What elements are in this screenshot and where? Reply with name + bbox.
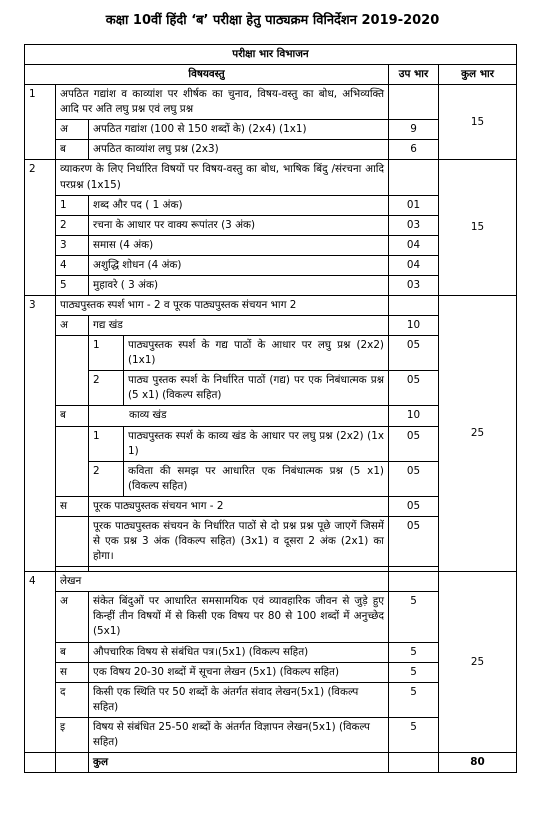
item-marks: 5 — [389, 592, 439, 642]
header-row-section — [25, 45, 517, 65]
section-4-row — [25, 572, 517, 592]
item-text: किसी एक स्थिति पर 50 शब्दों के अंतर्गत संवाद लेखन(5x1) (विकल्प सहित) — [89, 682, 389, 717]
item-marks: 05 — [389, 336, 439, 371]
section-3-row — [25, 296, 517, 316]
item-number: 1 — [89, 427, 124, 461]
section-text: पाठ्यपुस्तक स्पर्श भाग - 2 व पूरक पाठ्यपुस्तक संचयन भाग 2 — [56, 296, 389, 316]
item-text: एक विषय 20-30 शब्दों में सूचना लेखन (5x1) (विकल्प सहित) — [89, 662, 389, 682]
column-total-weight: कुल भार — [439, 65, 517, 85]
section-number: 3 — [25, 296, 56, 572]
item-number: 5 — [56, 275, 89, 295]
item-letter: इ — [56, 717, 89, 752]
empty-cell — [389, 85, 439, 120]
item-text: रचना के आधार पर वाक्य रूपांतर (3 अंक) — [89, 215, 389, 235]
empty-cell — [56, 336, 89, 406]
item-marks: 04 — [389, 235, 439, 255]
section-number: 2 — [25, 160, 56, 296]
empty-cell — [389, 752, 439, 772]
item-marks: 04 — [389, 255, 439, 275]
section-number: 1 — [25, 85, 56, 160]
item-text: काव्य खंड — [89, 406, 389, 426]
item-marks: 5 — [389, 717, 439, 752]
item-marks: 10 — [389, 406, 439, 426]
item-marks: 6 — [389, 140, 439, 160]
item-letter: द — [56, 682, 89, 717]
item-text: विषय से संबंधित 25-50 शब्दों के अंतर्गत विज्ञापन लेखन(5x1) (विकल्प सहित) — [89, 717, 389, 752]
nested-item — [89, 461, 389, 496]
item-marks: 9 — [389, 120, 439, 140]
item-text: अशुद्धि शोधन (4 अंक) — [89, 255, 389, 275]
section-2-row — [25, 160, 517, 195]
empty-cell — [56, 426, 89, 496]
item-text: पाठ्य पुस्तक स्पर्श के निर्धारित पाठों (गद्य) पर एक निबंधात्मक प्रश्न (5 x1) (विकल्प सहित) — [128, 374, 384, 402]
item-marks: 03 — [389, 275, 439, 295]
empty-cell — [389, 160, 439, 195]
item-text: औपचारिक विषय से संबंधित पत्र।(5x1) (विकल्प सहित) — [89, 642, 389, 662]
item-number: 3 — [56, 235, 89, 255]
syllabus-table — [24, 44, 517, 773]
item-number: 2 — [89, 462, 124, 496]
total-row — [25, 752, 517, 772]
item-letter: अ — [56, 316, 89, 336]
item-marks: 05 — [389, 516, 439, 566]
item-letter: स — [56, 662, 89, 682]
section-total: 15 — [439, 160, 517, 296]
nested-item — [89, 426, 389, 461]
item-text: संकेत बिंदुओं पर आधारित समसामयिक एवं व्यावहारिक जीवन से जुड़े हुए किन्हीं तीन विषयों में से किसी एक विषय पर 80 से 100 शब्दों में अनुच्छेद (5x1) — [89, 592, 389, 642]
item-number: 2 — [89, 371, 124, 405]
item-text: पाठ्यपुस्तक स्पर्श के काव्य खंड के आधार पर लघु प्रश्न (2x2) (1x 1) — [128, 429, 384, 457]
item-text: पाठ्यपुस्तक स्पर्श के गद्य पाठों के आधार पर लघु प्रश्न (2x2) (1x1) — [128, 339, 384, 367]
section-number: 4 — [25, 572, 56, 753]
item-number: 1 — [56, 195, 89, 215]
item-text: शब्द और पद ( 1 अंक) — [89, 195, 389, 215]
item-text: अपठित काव्यांश लघु प्रश्न (2x3) — [89, 140, 389, 160]
section-text: व्याकरण के लिए निर्धारित विषयों पर विषय-वस्तु का बोध, भाषिक बिंदु /संरचना आदि परप्रश्न (1x15) — [56, 160, 389, 195]
item-number: 1 — [89, 336, 124, 370]
section-total: 25 — [439, 296, 517, 572]
item-letter: स — [56, 496, 89, 516]
total-label: कुल — [89, 752, 389, 772]
nested-item — [89, 336, 389, 371]
empty-cell — [25, 752, 56, 772]
section-heading: परीक्षा भार विभाजन — [25, 45, 517, 65]
item-letter: ब — [56, 140, 89, 160]
item-marks: 03 — [389, 215, 439, 235]
section-text: अपठित गद्यांश व काव्यांश पर शीर्षक का चुनाव, विषय-वस्तु का बोध, अभिव्यक्ति आदि पर अति लघु प्रश्न एवं लघु प्रश्न — [56, 85, 389, 120]
item-text: गद्य खंड — [89, 316, 389, 336]
header-row-columns — [25, 65, 517, 85]
item-marks: 05 — [389, 461, 439, 496]
nested-item — [89, 371, 389, 406]
item-marks: 01 — [389, 195, 439, 215]
empty-cell — [56, 516, 89, 566]
column-sub-weight: उप भार — [389, 65, 439, 85]
item-number: 4 — [56, 255, 89, 275]
item-text: समास (4 अंक) — [89, 235, 389, 255]
item-marks: 05 — [389, 496, 439, 516]
empty-cell — [56, 752, 89, 772]
item-marks: 5 — [389, 662, 439, 682]
item-marks: 5 — [389, 682, 439, 717]
item-number: 2 — [56, 215, 89, 235]
item-letter: अ — [56, 120, 89, 140]
item-marks: 05 — [389, 371, 439, 406]
item-text: अपठित गद्यांश (100 से 150 शब्दों के) (2x4) (1x1) — [89, 120, 389, 140]
section-total: 25 — [439, 572, 517, 753]
item-marks: 5 — [389, 642, 439, 662]
item-letter: ब — [56, 406, 89, 426]
item-text: पूरक पाठ्यपुस्तक संचयन के निर्धारित पाठों से दो प्रश्न प्रश्न पूछे जाएगें जिसमें से एक प्रश्न 3 अंक (विकल्प सहित) (3x1) व दूसरा 2 अंक (2x1) का होगा। — [89, 516, 389, 566]
page-title: कक्षा 10वीं हिंदी ‘ब’ परीक्षा हेतु पाठ्यक्रम विनिर्देशन 2019-2020 — [105, 13, 440, 28]
item-text: कविता की समझ पर आधारित एक निबंधात्मक प्रश्न (5 x1) (विकल्प सहित) — [128, 464, 384, 492]
section-total: 15 — [439, 85, 517, 160]
item-letter: अ — [56, 592, 89, 642]
empty-cell — [389, 296, 439, 316]
item-marks: 10 — [389, 316, 439, 336]
column-subject: विषयवस्तु — [25, 65, 389, 85]
section-text: लेखन — [56, 572, 389, 592]
item-marks: 05 — [389, 426, 439, 461]
item-text: पूरक पाठ्यपुस्तक संचयन भाग - 2 — [89, 496, 389, 516]
empty-cell — [389, 572, 439, 592]
section-1-row — [25, 85, 517, 120]
grand-total: 80 — [439, 752, 517, 772]
item-text: मुहावरे ( 3 अंक) — [89, 275, 389, 295]
item-letter: ब — [56, 642, 89, 662]
